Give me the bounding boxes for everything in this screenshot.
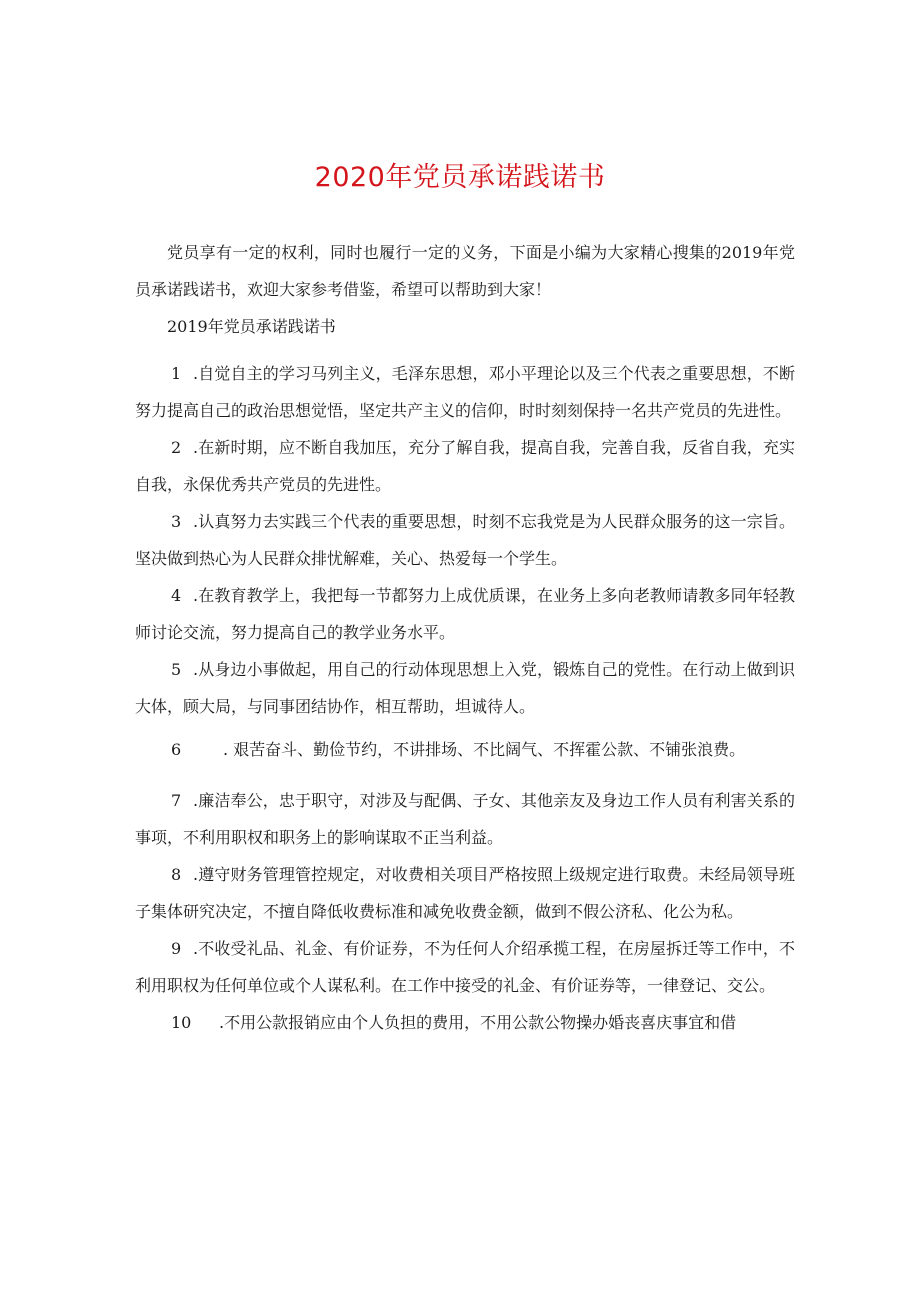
pledge-item-9 — [135, 930, 795, 1004]
pledge-item-8 — [135, 856, 795, 930]
pledge-item-3 — [135, 503, 795, 577]
document-body — [135, 234, 795, 1041]
item-text: .不用公款报销应由个人负担的费用，不用公款公物操办婚丧喜庆事宜和借 — [219, 1013, 737, 1032]
item-text: .遵守财务管理管控规定，对收费相关项目严格按照上级规定进行取费。未经局领导班子集体研究决定，不擅自降低收费标准和减免收费金额，做到不假公济私、化公为私。 — [135, 865, 795, 921]
item-number: 6 — [171, 740, 182, 759]
pledge-item-2 — [135, 429, 795, 503]
item-text: .在新时期，应不断自我加压，充分了解自我，提高自我，完善自我，反省自我，充实自我，永保优秀共产党员的先进性。 — [135, 438, 795, 494]
item-number: 10 — [171, 1013, 192, 1032]
section-subtitle: 2019年党员承诺践诺书 — [167, 317, 336, 336]
item-number: 1 — [171, 364, 182, 383]
item-text: .不收受礼品、礼金、有价证券，不为任何人介绍承揽工程，在房屋拆迁等工作中，不利用职权为任何单位或个人谋私利。在工作中接受的礼金、有价证券等，一律登记、交公。 — [135, 939, 795, 995]
item-number: 5 — [171, 660, 182, 679]
item-number: 7 — [171, 791, 182, 810]
pledge-item-1 — [135, 355, 795, 429]
pledge-item-5 — [135, 651, 795, 725]
intro-paragraph: 党员享有一定的权利，同时也履行一定的义务，下面是小编为大家精心搜集的2019年党员承诺践诺书，欢迎大家参考借鉴，希望可以帮助到大家！ — [135, 243, 795, 299]
item-text: .廉洁奉公，忠于职守，对涉及与配偶、子女、其他亲友及身边工作人员有利害关系的事项，不利用职权和职务上的影响谋取不正当利益。 — [135, 791, 795, 847]
document-title: 2020年党员承诺践诺书 — [314, 162, 606, 193]
pledge-item-10 — [135, 1004, 795, 1041]
pledge-item-7 — [135, 782, 795, 856]
pledge-item-4 — [135, 577, 795, 651]
item-number: 8 — [171, 865, 182, 884]
item-text: .从身边小事做起，用自己的行动体现思想上入党，锻炼自己的党性。在行动上做到识大体，顾大局，与同事团结协作，相互帮助，坦诚待人。 — [135, 660, 795, 716]
item-text: . 艰苦奋斗、勤俭节约，不讲排场、不比阔气、不挥霍公款、不铺张浪费。 — [223, 740, 746, 759]
item-number: 3 — [171, 512, 182, 531]
item-number: 4 — [171, 586, 182, 605]
pledge-item-6 — [135, 731, 795, 768]
item-text: .认真努力去实践三个代表的重要思想，时刻不忘我党是为人民群众服务的这一宗旨。坚决做到热心为人民群众排忧解难，关心、热爱每一个学生。 — [135, 512, 795, 568]
item-number: 2 — [171, 438, 182, 457]
item-number: 9 — [171, 939, 182, 958]
item-text: .自觉自主的学习马列主义，毛泽东思想，邓小平理论以及三个代表之重要思想，不断努力提高自己的政治思想觉悟，坚定共产主义的信仰，时时刻刻保持一名共产党员的先进性。 — [135, 364, 795, 420]
item-text: .在教育教学上，我把每一节都努力上成优质课，在业务上多向老教师请教多同年轻教师讨论交流，努力提高自己的教学业务水平。 — [135, 586, 795, 642]
